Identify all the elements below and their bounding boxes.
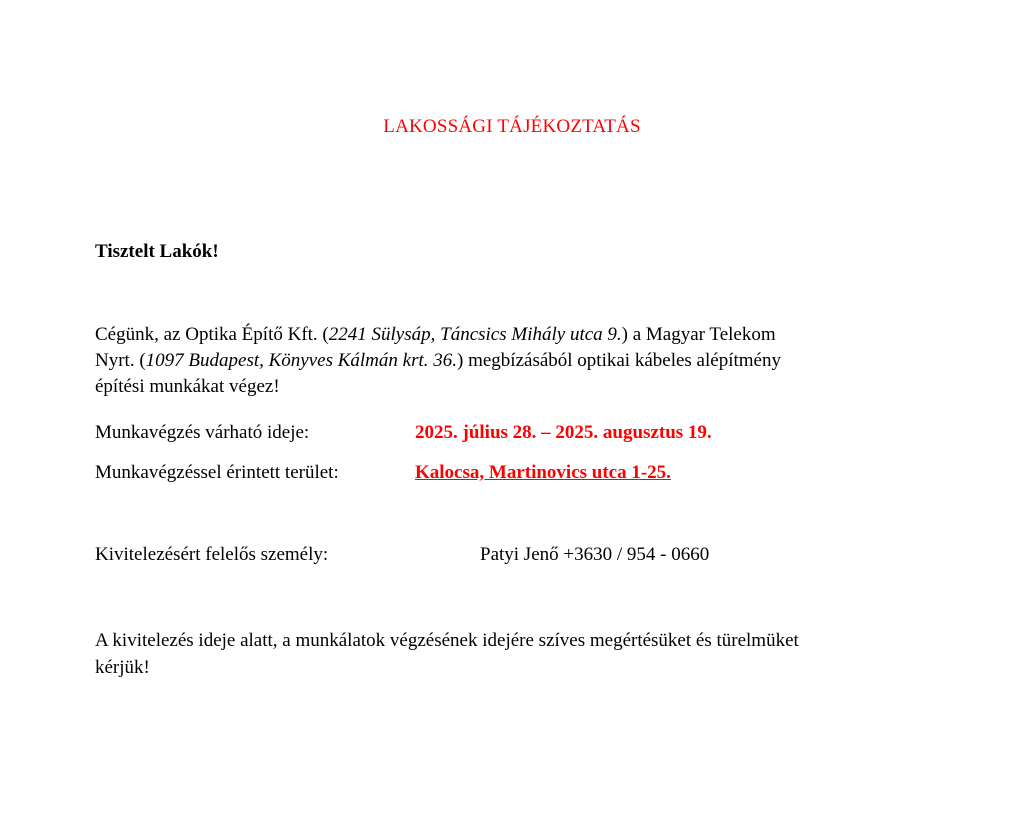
work-area-value: Kalocsa, Martinovics utca 1-25. — [415, 462, 671, 483]
closing-line-2: kérjük! — [95, 657, 150, 678]
work-period-label: Munkavégzés várható ideje: — [95, 422, 310, 443]
intro-paragraph — [95, 322, 895, 400]
intro-line-2 — [95, 348, 895, 374]
intro-line-3: építési munkákat végez! — [95, 376, 280, 397]
intro-text-1: Cégünk, az Optika Építő Kft. ( — [95, 324, 329, 345]
company-address: 2241 Sülysáp, Táncsics Mihály utca 9. — [328, 324, 622, 345]
document-title: LAKOSSÁGI TÁJÉKOZTATÁS — [383, 116, 641, 137]
closing-line-1: A kivitelezés ideje alatt, a munkálatok végzésének idejére szíves megértésüket és türelmüket — [95, 630, 799, 651]
intro-text-4: ) megbízásából optikai kábeles alépítmény — [457, 350, 781, 371]
intro-text-2: ) a Magyar Telekom — [621, 324, 776, 345]
greeting: Tisztelt Lakók! — [95, 241, 219, 262]
responsible-value: Patyi Jenő +3630 / 954 - 0660 — [480, 544, 710, 565]
work-area-label: Munkavégzéssel érintett terület: — [95, 462, 339, 483]
intro-text-3: Nyrt. ( — [95, 350, 146, 371]
intro-line-1 — [95, 322, 895, 348]
closing-paragraph — [95, 627, 915, 681]
work-period-value: 2025. július 28. – 2025. augusztus 19. — [415, 422, 712, 443]
responsible-label: Kivitelezésért felelős személy: — [95, 544, 329, 565]
client-address: 1097 Budapest, Könyves Kálmán krt. 36. — [145, 350, 458, 371]
